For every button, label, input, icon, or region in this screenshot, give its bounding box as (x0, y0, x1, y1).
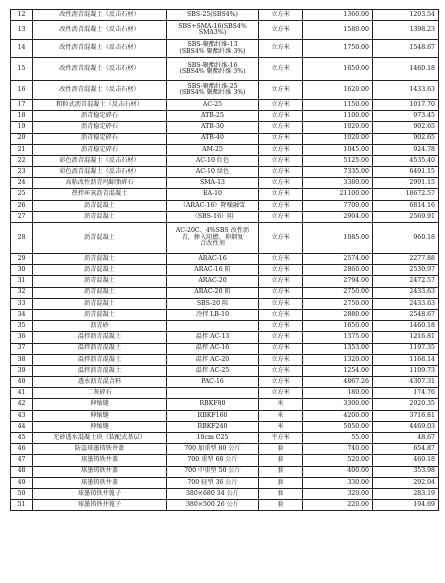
table-row (11, 410, 439, 421)
table-row (11, 309, 439, 320)
table-row (11, 421, 439, 432)
price-incl-tax-cell: 1620.00 (303, 81, 373, 100)
price-incl-tax-cell: 740.00 (303, 444, 373, 455)
price-excl-tax-cell: 353.98 (373, 466, 439, 477)
material-name-cell: 球墨铸铁井盖 (33, 477, 167, 488)
table-row (11, 99, 439, 110)
row-number-cell: 50 (11, 488, 33, 499)
price-incl-tax-cell: 1150.00 (303, 99, 373, 110)
row-number-cell: 36 (11, 332, 33, 343)
table-row (11, 354, 439, 365)
unit-cell: 立方米 (259, 211, 303, 222)
material-spec-cell: SBS+SMA-16(SBS4% SMA3%) (167, 21, 259, 40)
row-number-cell: 33 (11, 298, 33, 309)
price-incl-tax-cell: 520.00 (303, 455, 373, 466)
material-spec-cell: SBS-聚酯纤维-16 (SBS4% 聚酯纤维 3%) (167, 58, 259, 81)
unit-cell: 立方米 (259, 354, 303, 365)
table-row (11, 500, 439, 511)
price-excl-tax-cell: 973.45 (373, 111, 439, 122)
material-spec-cell: 冷拌 LB-10 (167, 309, 259, 320)
table-row (11, 466, 439, 477)
row-number-cell: 24 (11, 178, 33, 189)
material-spec-cell: EA-10 (167, 189, 259, 200)
row-number-cell: 37 (11, 343, 33, 354)
table-row (11, 10, 439, 21)
row-number-cell: 42 (11, 399, 33, 410)
price-incl-tax-cell: 1045.00 (303, 144, 373, 155)
price-excl-tax-cell: 960.18 (373, 223, 439, 254)
price-incl-tax-cell: 5050.00 (303, 421, 373, 432)
price-excl-tax-cell: 1460.18 (373, 58, 439, 81)
unit-cell: 立方米 (259, 122, 303, 133)
unit-cell: 套 (259, 466, 303, 477)
price-incl-tax-cell: 4200.00 (303, 410, 373, 421)
material-spec-cell: AC-10 红色 (167, 155, 259, 166)
unit-cell: 套 (259, 444, 303, 455)
row-number-cell: 38 (11, 354, 33, 365)
price-incl-tax-cell: 1360.00 (303, 10, 373, 21)
unit-cell: 米 (259, 410, 303, 421)
row-number-cell: 39 (11, 365, 33, 376)
price-excl-tax-cell: 460.18 (373, 455, 439, 466)
price-excl-tax-cell: 654.87 (373, 444, 439, 455)
row-number-cell: 32 (11, 287, 33, 298)
unit-cell: 立方米 (259, 223, 303, 254)
price-excl-tax-cell: 2569.91 (373, 211, 439, 222)
price-incl-tax-cell: 1254.00 (303, 365, 373, 376)
price-excl-tax-cell: 2991.15 (373, 178, 439, 189)
material-name-cell: 沥青稳定碎石 (33, 144, 167, 155)
table-row (11, 111, 439, 122)
row-number-cell: 40 (11, 377, 33, 388)
price-incl-tax-cell: 21100.00 (303, 189, 373, 200)
row-number-cell: 18 (11, 111, 33, 122)
material-name-cell: 伸缩缝 (33, 410, 167, 421)
material-spec-cell: 温拌 AC-13 (167, 332, 259, 343)
material-name-cell: 伸缩缝 (33, 399, 167, 410)
material-spec-cell: ATB-30 (167, 122, 259, 133)
material-spec-cell: SMA-13 (167, 178, 259, 189)
unit-cell: 立方米 (259, 287, 303, 298)
material-name-cell: 沥青混凝土 (33, 287, 167, 298)
price-excl-tax-cell: 1460.18 (373, 321, 439, 332)
price-excl-tax-cell: 3716.81 (373, 410, 439, 421)
row-number-cell: 44 (11, 421, 33, 432)
table-row (11, 488, 439, 499)
price-incl-tax-cell: 7700.00 (303, 200, 373, 211)
price-incl-tax-cell: 220.00 (303, 500, 373, 511)
material-name-cell: 沥青混凝土 (33, 309, 167, 320)
price-incl-tax-cell: 330.00 (303, 477, 373, 488)
table-row (11, 265, 439, 276)
row-number-cell: 46 (11, 444, 33, 455)
unit-cell: 立方米 (259, 39, 303, 58)
table-row (11, 211, 439, 222)
table-row (11, 81, 439, 100)
unit-cell: 立方米 (259, 21, 303, 40)
table-row (11, 276, 439, 287)
table-row (11, 189, 439, 200)
price-incl-tax-cell: 1353.00 (303, 343, 373, 354)
material-spec-cell: ARAC-16 (167, 254, 259, 265)
material-spec-cell: SBS-25(SBS4%) (167, 10, 259, 21)
row-number-cell: 17 (11, 99, 33, 110)
price-incl-tax-cell: 1650.00 (303, 321, 373, 332)
price-incl-tax-cell: 1100.00 (303, 111, 373, 122)
material-spec-cell: ARAC-20 (167, 276, 259, 287)
material-name-cell: 温拌沥青混凝土 (33, 354, 167, 365)
material-name-cell: 改性沥青混凝土（反击石材） (33, 39, 167, 58)
price-excl-tax-cell: 4535.40 (373, 155, 439, 166)
row-number-cell: 13 (11, 21, 33, 40)
price-excl-tax-cell: 4307.31 (373, 377, 439, 388)
price-excl-tax-cell: 2530.97 (373, 265, 439, 276)
price-excl-tax-cell: 18672.57 (373, 189, 439, 200)
material-name-cell: 沥青混凝土 (33, 211, 167, 222)
unit-cell: 米 (259, 421, 303, 432)
material-spec-cell: RBKF240 (167, 421, 259, 432)
unit-cell: 平方米 (259, 433, 303, 444)
price-incl-tax-cell: 3300.00 (303, 399, 373, 410)
price-excl-tax-cell: 1548.67 (373, 39, 439, 58)
material-spec-cell: SBS-20 阻 (167, 298, 259, 309)
price-table (10, 9, 439, 511)
unit-cell: 立方米 (259, 144, 303, 155)
material-spec-cell: 10cm C25 (167, 433, 259, 444)
material-name-cell: 改性沥青混凝土（反击石材） (33, 81, 167, 100)
unit-cell: 立方米 (259, 265, 303, 276)
row-number-cell: 19 (11, 122, 33, 133)
material-name-cell: 球墨铸铁井盖 (33, 466, 167, 477)
price-incl-tax-cell: 3380.00 (303, 178, 373, 189)
material-spec-cell: AM-25 (167, 144, 259, 155)
price-excl-tax-cell: 2472.57 (373, 276, 439, 287)
material-name-cell: 沥青稳定碎石 (33, 122, 167, 133)
price-excl-tax-cell: 194.69 (373, 500, 439, 511)
material-spec-cell (167, 388, 259, 399)
material-spec-cell: RBKF80 (167, 399, 259, 410)
table-row (11, 343, 439, 354)
price-incl-tax-cell: 7335.00 (303, 167, 373, 178)
unit-cell: 立方米 (259, 321, 303, 332)
unit-cell: 立方米 (259, 10, 303, 21)
material-name-cell: 透水沥青混合料 (33, 377, 167, 388)
row-number-cell: 35 (11, 321, 33, 332)
table-row (11, 321, 439, 332)
price-excl-tax-cell: 2433.63 (373, 287, 439, 298)
material-name-cell: 沥青混凝土 (33, 265, 167, 276)
material-spec-cell: 温拌 AC-16 (167, 343, 259, 354)
table-row (11, 298, 439, 309)
unit-cell: 套 (259, 488, 303, 499)
material-name-cell: 彩色沥青混凝土（反击石材） (33, 155, 167, 166)
price-excl-tax-cell: 902.65 (373, 122, 439, 133)
price-incl-tax-cell: 1320.00 (303, 354, 373, 365)
unit-cell: 立方米 (259, 309, 303, 320)
material-name-cell: 粗粒式沥青混凝土（反击石材） (33, 99, 167, 110)
material-spec-cell: ATB-40 (167, 133, 259, 144)
price-excl-tax-cell: 1398.23 (373, 21, 439, 40)
row-number-cell: 26 (11, 200, 33, 211)
price-excl-tax-cell: 1216.81 (373, 332, 439, 343)
table-row (11, 365, 439, 376)
price-incl-tax-cell: 1750.00 (303, 39, 373, 58)
table-row (11, 178, 439, 189)
price-excl-tax-cell: 924.78 (373, 144, 439, 155)
row-number-cell: 16 (11, 81, 33, 100)
table-row (11, 200, 439, 211)
material-spec-cell: ATB-25 (167, 111, 259, 122)
material-spec-cell: SBS-聚酯纤维-13 (SBS4% 聚酯纤维 3%) (167, 39, 259, 58)
row-number-cell: 25 (11, 189, 33, 200)
material-name-cell: 热拌环氧沥青混凝土 (33, 189, 167, 200)
material-spec-cell: AC-10 绿色 (167, 167, 259, 178)
price-excl-tax-cell: 1433.63 (373, 81, 439, 100)
price-excl-tax-cell: 2548.67 (373, 309, 439, 320)
material-name-cell: 温拌沥青混凝土 (33, 343, 167, 354)
table-row (11, 254, 439, 265)
material-spec-cell (167, 321, 259, 332)
row-number-cell: 20 (11, 133, 33, 144)
material-name-cell: 高粘改性沥青玛蹄脂碎石 (33, 178, 167, 189)
price-excl-tax-cell: 2277.88 (373, 254, 439, 265)
material-spec-cell: 700 中重型 50 公斤 (167, 466, 259, 477)
unit-cell: 立方米 (259, 167, 303, 178)
material-name-cell: 沥青混凝土 (33, 276, 167, 287)
price-incl-tax-cell: 1020.00 (303, 133, 373, 144)
material-name-cell: 彩色沥青混凝土（反击石材） (33, 167, 167, 178)
material-name-cell: 二灰碎石 (33, 388, 167, 399)
table-row (11, 388, 439, 399)
price-excl-tax-cell: 174.76 (373, 388, 439, 399)
unit-cell: 立方米 (259, 58, 303, 81)
row-number-cell: 15 (11, 58, 33, 81)
unit-cell: 立方米 (259, 332, 303, 343)
material-name-cell: 球墨铸铁井盖 (33, 455, 167, 466)
table-row (11, 133, 439, 144)
unit-cell: 套 (259, 500, 303, 511)
unit-cell: 立方米 (259, 189, 303, 200)
price-incl-tax-cell: 1085.00 (303, 223, 373, 254)
price-excl-tax-cell: 1203.54 (373, 10, 439, 21)
row-number-cell: 23 (11, 167, 33, 178)
table-row (11, 433, 439, 444)
price-excl-tax-cell: 1168.14 (373, 354, 439, 365)
price-incl-tax-cell: 2904.00 (303, 211, 373, 222)
price-incl-tax-cell: 2750.00 (303, 298, 373, 309)
material-spec-cell: RBKF160 (167, 410, 259, 421)
price-incl-tax-cell: 1020.00 (303, 122, 373, 133)
unit-cell: 立方米 (259, 155, 303, 166)
row-number-cell: 51 (11, 500, 33, 511)
price-incl-tax-cell: 5125.00 (303, 155, 373, 166)
unit-cell: 立方米 (259, 254, 303, 265)
material-spec-cell: ARAC-16 阻 (167, 265, 259, 276)
material-name-cell: 沥青混凝土 (33, 200, 167, 211)
unit-cell: 立方米 (259, 298, 303, 309)
material-name-cell: 沥青稳定碎石 (33, 133, 167, 144)
row-number-cell: 21 (11, 144, 33, 155)
table-row (11, 39, 439, 58)
price-incl-tax-cell: 320.00 (303, 488, 373, 499)
price-incl-tax-cell: 55.00 (303, 433, 373, 444)
row-number-cell: 28 (11, 223, 33, 254)
row-number-cell: 14 (11, 39, 33, 58)
price-table-body (11, 10, 439, 511)
material-spec-cell: 700 重型 68 公斤 (167, 455, 259, 466)
price-excl-tax-cell: 1109.73 (373, 365, 439, 376)
table-row (11, 287, 439, 298)
price-incl-tax-cell: 400.00 (303, 466, 373, 477)
table-row (11, 455, 439, 466)
material-spec-cell: （ARAC-16）降噪融雪 (167, 200, 259, 211)
material-name-cell: 沥青混凝土 (33, 298, 167, 309)
row-number-cell: 45 (11, 433, 33, 444)
unit-cell: 立方米 (259, 81, 303, 100)
price-incl-tax-cell: 2880.00 (303, 309, 373, 320)
price-excl-tax-cell: 6491.15 (373, 167, 439, 178)
material-spec-cell: 温拌 AC-25 (167, 365, 259, 376)
price-incl-tax-cell: 2794.00 (303, 276, 373, 287)
row-number-cell: 41 (11, 388, 33, 399)
unit-cell: 立方米 (259, 99, 303, 110)
table-row (11, 167, 439, 178)
table-row (11, 377, 439, 388)
price-incl-tax-cell: 180.00 (303, 388, 373, 399)
unit-cell: 立方米 (259, 111, 303, 122)
material-name-cell: 沥青混凝土 (33, 223, 167, 254)
unit-cell: 立方米 (259, 133, 303, 144)
unit-cell: 立方米 (259, 388, 303, 399)
material-spec-cell: AC-20C、4%SBS 改性沥 青，掺入阻燃、抑烟复 合改性剂 (167, 223, 259, 254)
unit-cell: 立方米 (259, 377, 303, 388)
unit-cell: 套 (259, 455, 303, 466)
table-row (11, 144, 439, 155)
row-number-cell: 48 (11, 466, 33, 477)
price-incl-tax-cell: 1375.00 (303, 332, 373, 343)
material-name-cell: 沥青稳定碎石 (33, 111, 167, 122)
row-number-cell: 12 (11, 10, 33, 21)
table-row (11, 332, 439, 343)
price-excl-tax-cell: 1197.35 (373, 343, 439, 354)
material-name-cell: 防盗球墨铸铁井盖 (33, 444, 167, 455)
table-row (11, 155, 439, 166)
price-excl-tax-cell: 2433.63 (373, 298, 439, 309)
material-name-cell: 无砂透水混凝土块（装配式基层） (33, 433, 167, 444)
material-spec-cell: AC-25 (167, 99, 259, 110)
price-incl-tax-cell: 2860.00 (303, 265, 373, 276)
price-excl-tax-cell: 6814.16 (373, 200, 439, 211)
table-row (11, 444, 439, 455)
price-excl-tax-cell: 1017.70 (373, 99, 439, 110)
table-row (11, 399, 439, 410)
material-spec-cell: 温拌 AC-20 (167, 354, 259, 365)
material-name-cell: 沥青混凝土 (33, 254, 167, 265)
row-number-cell: 47 (11, 455, 33, 466)
material-spec-cell: （SBS-16）阻 (167, 211, 259, 222)
material-name-cell: 温拌沥青混凝土 (33, 365, 167, 376)
price-excl-tax-cell: 283.19 (373, 488, 439, 499)
unit-cell: 立方米 (259, 178, 303, 189)
price-incl-tax-cell: 4867.26 (303, 377, 373, 388)
price-excl-tax-cell: 48.67 (373, 433, 439, 444)
material-spec-cell: PAC-16 (167, 377, 259, 388)
material-name-cell: 温拌沥青混凝土 (33, 332, 167, 343)
material-spec-cell: 700 加重型 80 公斤 (167, 444, 259, 455)
unit-cell: 立方米 (259, 200, 303, 211)
material-spec-cell: SBS-聚酯纤维-25 (SBS4% 聚酯纤维 3%) (167, 81, 259, 100)
material-name-cell: 改性沥青混凝土（反击石材） (33, 58, 167, 81)
row-number-cell: 27 (11, 211, 33, 222)
material-name-cell: 球墨铸铁井篦子 (33, 500, 167, 511)
material-spec-cell: 700 轻型 36 公斤 (167, 477, 259, 488)
price-excl-tax-cell: 902.65 (373, 133, 439, 144)
material-name-cell: 伸缩缝 (33, 421, 167, 432)
table-row (11, 21, 439, 40)
table-row (11, 477, 439, 488)
row-number-cell: 31 (11, 276, 33, 287)
unit-cell: 立方米 (259, 365, 303, 376)
row-number-cell: 22 (11, 155, 33, 166)
unit-cell: 套 (259, 477, 303, 488)
material-spec-cell: 380×500 26 公斤 (167, 500, 259, 511)
unit-cell: 立方米 (259, 276, 303, 287)
table-row (11, 223, 439, 254)
row-number-cell: 34 (11, 309, 33, 320)
row-number-cell: 43 (11, 410, 33, 421)
row-number-cell: 29 (11, 254, 33, 265)
material-spec-cell: 380×680 34 公斤 (167, 488, 259, 499)
material-name-cell: 沥青砂 (33, 321, 167, 332)
price-incl-tax-cell: 1650.00 (303, 58, 373, 81)
material-name-cell: 球墨铸铁井篦子 (33, 488, 167, 499)
unit-cell: 立方米 (259, 343, 303, 354)
table-row (11, 122, 439, 133)
price-incl-tax-cell: 2574.00 (303, 254, 373, 265)
price-excl-tax-cell: 4469.03 (373, 421, 439, 432)
material-name-cell: 改性沥青混凝土（反击石材） (33, 10, 167, 21)
material-name-cell: 改性沥青混凝土（反击石材） (33, 21, 167, 40)
price-incl-tax-cell: 2750.00 (303, 287, 373, 298)
price-excl-tax-cell: 2920.35 (373, 399, 439, 410)
material-spec-cell: ARAC-20 阻 (167, 287, 259, 298)
price-incl-tax-cell: 1580.00 (303, 21, 373, 40)
table-row (11, 58, 439, 81)
row-number-cell: 49 (11, 477, 33, 488)
price-excl-tax-cell: 292.04 (373, 477, 439, 488)
unit-cell: 米 (259, 399, 303, 410)
row-number-cell: 30 (11, 265, 33, 276)
